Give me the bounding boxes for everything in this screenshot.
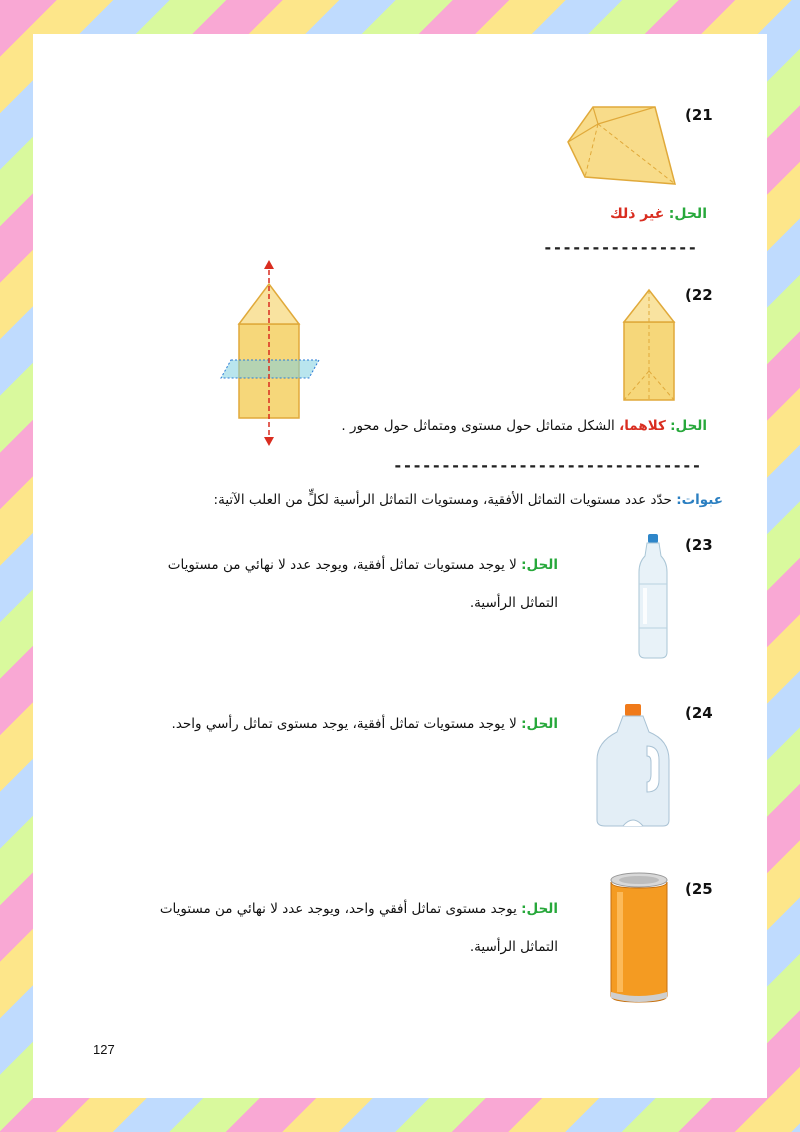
solution-text: لا يوجد مستويات تماثل أفقية، ويوجد عدد لا نهائي من مستويات التماثل الرأسية. bbox=[167, 557, 558, 611]
problem-22-number: (22 bbox=[685, 286, 713, 304]
page-number: 127 bbox=[93, 1042, 115, 1057]
prism-figure bbox=[619, 286, 679, 404]
problem-25-number: (25 bbox=[685, 880, 713, 898]
worksheet-page bbox=[33, 34, 767, 1098]
problem-22-solution bbox=[333, 418, 707, 434]
problem-23-number: (23 bbox=[685, 536, 713, 554]
problem-25-solution bbox=[143, 890, 558, 966]
solution-label: الحل: bbox=[521, 557, 558, 573]
section-heading bbox=[93, 492, 723, 508]
solution-label: الحل: bbox=[668, 206, 707, 222]
solution-text: الشكل متماثل حول مستوى ومتماثل حول محور . bbox=[341, 418, 620, 434]
problem-21-solution bbox=[453, 206, 707, 222]
solution-label: الحل: bbox=[521, 716, 558, 732]
separator-long: -------------------------------- bbox=[393, 456, 702, 475]
solution-text: يوجد مستوى تماثل أفقي واحد، ويوجد عدد لا نهائي من مستويات التماثل الرأسية. bbox=[159, 901, 558, 955]
solution-value: غير ذلك bbox=[609, 206, 665, 222]
irregular-solid-figure bbox=[563, 102, 683, 192]
water-bottle-image bbox=[633, 532, 673, 660]
solution-value: كلاهما، bbox=[619, 418, 666, 434]
solution-label: الحل: bbox=[521, 901, 558, 917]
problem-23-solution bbox=[143, 546, 558, 622]
solution-label: الحل: bbox=[670, 418, 707, 434]
symmetry-prism-figure bbox=[219, 258, 329, 448]
section-instruction: حدّد عدد مستويات التماثل الأفقية، ومستويات التماثل الرأسية لكلٍّ من العلب الآتية: bbox=[213, 492, 672, 508]
problem-24-solution bbox=[143, 716, 558, 732]
milk-jug-image bbox=[593, 702, 675, 828]
problem-21-number: (21 bbox=[685, 106, 713, 124]
separator-short: ---------------- bbox=[543, 238, 698, 257]
section-label: عبوات: bbox=[676, 492, 723, 508]
soda-can-image bbox=[607, 870, 671, 1006]
problem-24-number: (24 bbox=[685, 704, 713, 722]
solution-text: لا يوجد مستويات تماثل أفقية، يوجد مستوى تماثل رأسي واحد. bbox=[171, 716, 522, 732]
